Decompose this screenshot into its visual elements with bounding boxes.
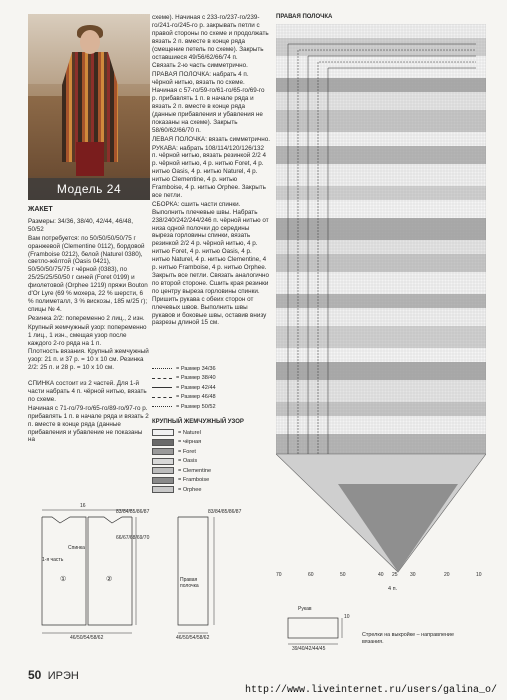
front-height: 83/84/85/86/87: [208, 509, 242, 515]
size-legend-item: = Размер 38/40: [176, 375, 216, 382]
front-schematic: [168, 505, 268, 645]
instructions-left-column: [28, 206, 150, 445]
back-height: 83/84/85/86/87: [116, 509, 150, 515]
back-text-end: схеме). Начиная с 233-го/237-го/239-го/241-го/245-го р. закрывать петли с правой стороны по схеме и продолжать вязать 2 п. вместе в конце ряда (смещение петель по схеме). Закрыть оставшиеся 49/56/62/66/74 п.: [152, 14, 269, 61]
model-photo: [28, 14, 150, 200]
pattern-legend-label: = Orphee: [178, 486, 202, 493]
pattern-legend-item: [152, 428, 244, 438]
color-swatch: [152, 429, 174, 436]
sleeves-text: РУКАВА: набрать 108/114/120/126/132 п. чёрной нитью, вязать резинкой 2/2 4 р. чёрной нитью, 4 р. нитью Foret, 4 р. нитью Oasis, 4 р. нитью Naturel, 4 р. нитью Clementine, 4 р. нитью Framboise, 4 р. нитью Orphee. Закрыть все петли.: [152, 144, 267, 199]
back-schematic: [30, 505, 150, 645]
materials-text: Вам потребуется: по 50/50/50/50/75 г оранжевой (Clementine 0112), бордовой (Framboise 0212), белой (Naturel 0380), светло-жёлтой (Oasis 0421), 50/50/50/75/75 г чёрной (0383), по 25/25/25/50/50 г синей (Foret 0199) и фиолетовой (Orphee 1219) пряжи Bouton d'Or Lyre (69 % мохера, 22 % шерсти, 6 % полиметалл, 3 % вискозы, 185 м/25 г); спицы № 4.: [28, 234, 148, 313]
axis-tick-label: 70: [276, 572, 282, 578]
pattern-legend-item: [152, 447, 244, 457]
magazine-name: ИРЭН: [47, 670, 79, 682]
model-label: Модель 24: [28, 178, 150, 200]
size-legend-item: = Размер 34/36: [176, 365, 216, 372]
color-swatch: [152, 486, 174, 493]
back-top-width: 16: [80, 503, 86, 509]
back-bottom-width: 46/50/54/58/62: [70, 635, 104, 641]
pattern-legend-title: КРУПНЫЙ ЖЕМЧУЖНЫЙ УЗОР: [152, 419, 244, 425]
color-swatch: [152, 448, 174, 455]
pattern-legend-label: = Framboise: [178, 477, 210, 484]
back-text-cont: Начиная с 71-го/79-го/65-го/89-го/97-го р. прибавлять 1 п. в начале ряда и вязать 2 п. вместе в конце ряда (данные прибавления и убавление не показаны на: [28, 404, 149, 444]
pattern-legend-item: [152, 485, 244, 495]
sleeve-label: Рукав: [298, 606, 312, 612]
knitting-chart: [276, 24, 486, 584]
rib-text: Резинка 2/2: попеременно 2 лиц., 2 изн.: [28, 314, 145, 322]
axis-tick-label: 20: [444, 572, 450, 578]
axis-tick-label: 30: [410, 572, 416, 578]
color-swatch: [152, 467, 174, 474]
front-schematic-drawing: [168, 505, 268, 645]
chart-bottom-label: 4 п.: [388, 586, 398, 592]
page-number-value: 50: [28, 668, 42, 682]
pattern-legend-label: = Foret: [178, 448, 196, 455]
part-two-marker: ②: [106, 576, 113, 583]
article-title: ЖАКЕТ: [28, 206, 53, 213]
axis-tick-label: 50: [340, 572, 346, 578]
page-number: [28, 668, 79, 682]
back-schematic-drawing: [30, 505, 150, 645]
pattern-legend-item: [152, 457, 244, 467]
right-front-text: ПРАВАЯ ПОЛОЧКА: набрать 4 п. чёрной нитью, вязать по схеме. Начиная с 57-го/59-го/61-го/65-го/69-го р. прибавлять 1 п. в начале ряда и вязать 2 п. вместе в конце ряда (данные прибавления и убавления не показаны на схеме). Закрыть 58/60/62/66/70 п.: [152, 71, 265, 134]
assembly-text: СБОРКА: сшить части спинки. Выполнить плечевые швы. Набрать 238/240/242/244/246 п. чёрной нитью от низа одной полочки до середины выреза горловины спинки, вязать резинкой 2/2 4 р. чёрной нитью, 4 р. нитью Foret, 4 р. нитью Oasis, 4 р. нитью Naturel, 4 р. нитью Clementine, 4 р. нитью Framboise, 4 р. нитью Orphee. Закрыть все петли. Связать аналогично по второй стороне. Сшить края резинки по центру выреза горловины спинки. Пришить рукава с обеих сторон от плечевых швов. Выполнить швы рукавов и боковые швы, оставив внизу разрезы длиной 15 см.: [152, 200, 270, 327]
sizes-legend: [152, 364, 216, 412]
pattern-legend-item: [152, 438, 244, 448]
color-swatch: [152, 477, 174, 484]
front-label: Правая полочка: [180, 577, 199, 589]
pattern-legend-label: = Oasis: [178, 458, 198, 465]
source-url: http://www.liveinternet.ru/users/galina_o/: [244, 685, 497, 696]
pattern-legend: [152, 415, 244, 495]
chart-title: ПРАВАЯ ПОЛОЧКА: [276, 14, 333, 20]
axis-tick-label: 25: [392, 572, 398, 578]
pattern-text: Крупный жемчужный узор: попеременно 1 лиц., 1 изн., смещая узор после каждого 2-го ряда на 1 п.: [28, 323, 147, 347]
axis-tick-label: 40: [378, 572, 384, 578]
back-label: Спинка: [68, 545, 85, 551]
sleeve-height: 10: [344, 614, 350, 620]
left-front-text: ЛЕВАЯ ПОЛОЧКА: вязать симметрично.: [152, 135, 271, 143]
pattern-legend-label: = чёрная: [178, 439, 202, 446]
back-mid-height: 66/67/68/69/70: [116, 535, 150, 541]
pattern-legend-item: [152, 476, 244, 486]
pattern-legend-label: = Clementine: [178, 467, 212, 474]
back-part-label: 1-я часть: [42, 557, 64, 563]
sleeve-schematic: [282, 600, 362, 660]
pattern-legend-item: [152, 466, 244, 476]
part-one-marker: ①: [60, 576, 67, 583]
sizes-text: Размеры: 34/36, 38/40, 42/44, 46/48, 50/52: [28, 217, 133, 233]
axis-tick-label: 10: [476, 572, 482, 578]
gauge-text: Плотность вязания. Крупный жемчужный узор: 21 п. и 37 р. = 10 x 10 см. Резинка 2/2: 25 п. и 28 р. = 10 x 10 см.: [28, 348, 149, 372]
second-part-text: Связать 2-ю часть симметрично.: [152, 62, 248, 70]
instructions-mid-column: [152, 14, 270, 328]
back-text: СПИНКА состоит из 2 частей. Для 1-й части набрать 4 п. чёрной нитью, вязать по схеме.: [28, 380, 147, 403]
size-legend-item: = Размер 42/44: [176, 384, 216, 391]
color-swatch: [152, 458, 174, 465]
color-swatch: [152, 439, 174, 446]
size-legend-item: = Размер 50/52: [176, 403, 216, 410]
size-legend-item: = Размер 46/48: [176, 394, 216, 401]
axis-tick-label: 60: [308, 572, 314, 578]
pattern-legend-label: = Naturel: [178, 429, 201, 436]
sleeve-width: 39/40/42/44/45: [292, 646, 326, 652]
front-bottom-width: 46/50/54/58/62: [176, 635, 210, 641]
arrows-note: Стрелки на выкройке – направление вязания.: [362, 632, 454, 645]
